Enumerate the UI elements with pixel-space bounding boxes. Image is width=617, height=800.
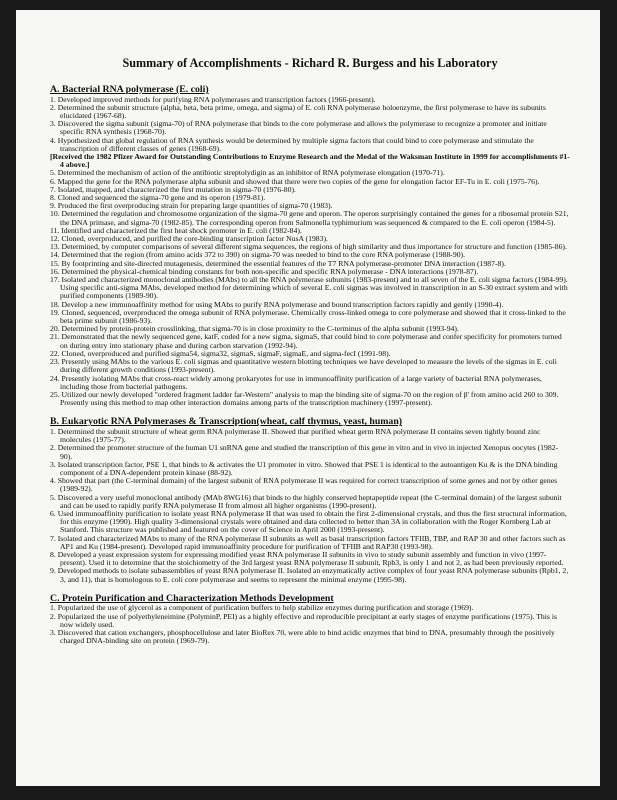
accomplishment-item: 1. Popularized the use of glycerol as a component of purification buffers to help stabilize enzymes during purification and storage (1969). [50, 603, 474, 613]
accomplishment-item: 1. Developed improved methods for purifying RNA polymerases and transcription factors (1966-present). [50, 94, 376, 104]
accomplishment-item: 13. Determined, by computer comparisons of several different sigma sequences, the regions of high similarity and thus importance for structure and function (1985-86). [50, 242, 567, 252]
accomplishment-item: 23. Presently using MAbs to the various E. coli sigmas and quantitative western blotting techniques we have developed to measure the levels of the sigmas in E. coli during different growth conditions (1993-present). [50, 357, 557, 375]
section-heading: C. Protein Purification and Characterization Methods Development [50, 592, 334, 604]
accomplishment-item: 5. Determined the mechanism of action of the antibiotic streptolydigin as an inhibitor of RNA polymerase elongation (1970-71). [50, 168, 445, 178]
accomplishment-item: 7. Isolated and characterized MAbs to many of the RNA polymerase II subunits as well as basal transcription factors TFIIB, TBP, and RAP 30 and other factors such as AP1 and Ku (1984-present). Developed rapid immunoaffinity procedure for purification of TFIIB and RAP30 (1993-98). [50, 533, 566, 551]
accomplishment-item: 6. Used immunoaffinity purification to isolate yeast RNA polymerase II that was used to obtain the first 2-dimensional crystals, and thus the first structural information, for this enzyme (1990). High quality 3-dimensional crystals were obtained and data collected to better than 3A in collaboration with the Roger Kornberg Lab at Stanford. This structure was published and featured on the cover of Science in April 2000 (1993-present). [50, 508, 567, 535]
accomplishment-item: 7. Isolated, mapped, and characterized the first mutation in sigma-70 (1976-80). [50, 184, 296, 194]
accomplishment-item: 22. Cloned, overproduced and purified sigma54, sigma32, sigmaS, sigmaF, sigmaE, and sigma-fecI (1991-98). [50, 348, 391, 358]
page-title: Summary of Accomplishments - Richard R. Burgess and his Laboratory [122, 56, 498, 70]
accomplishment-item: 10. Determined the regulation and chromosome organization of the sigma-70 gene and operon. The operon surprisingly contained the genes for a ribosomal protein S21, the DNA primase, and sigma-70 (1982-85). The corresponding operon from Salmonella typhimurium was sequenced & compared to the E. coli operon (1984-5). [50, 209, 569, 227]
accomplishment-item: 2. Determined the promoter structure of the human U1 snRNA gene and studied the transcription of this gene in vitro and in vivo in injected Xenopus oocytes (1982-90). [50, 443, 559, 461]
section-heading: B. Eukaryotic RNA Polymerases & Transcription(wheat, calf thymus, yeast, human) [50, 416, 403, 428]
accomplishment-item: 16. Determined the physical-chemical binding constants for both non-specific and specific RNA polymerase - DNA interactions (1978-87). [50, 266, 479, 276]
document-page [16, 10, 600, 786]
accomplishment-item: 21. Demonstrated that the newly sequenced gene, katF, coded for a new sigma, sigmaS, that could bind to core polymerase and confer specificity for promoters turned on during entry into stationary phase and during carbon starvation (1992-94). [50, 332, 562, 350]
accomplishment-item: 5. Discovered a very useful monoclonal antibody (MAb 8WG16) that binds to the highly conserved heptapeptide repeat (the C-terminal domain) of the largest subunit and can be used to rapidly purify RNA polymerase II from almost all higher organisms (1990-present). [50, 492, 562, 510]
accomplishment-item: 4. Hypothesized that global regulation of RNA synthesis would be determined by multiple sigma factors that could bind to core polymerase and stimulate the transcription of different classes of genes (1968-69). [50, 135, 534, 153]
accomplishment-item: 4. Showed that part (the C-terminal domain) of the largest subunit of RNA polymerase II was required for correct transcription of some genes and not by other genes (1989-92). [50, 476, 558, 494]
accomplishment-item: 8. Developed a yeast expression system for expressing modified yeast RNA polymerase II subunits in vivo to study subunit assembly and function in vivo (1997-present). Used it to determine that the stoichiometry of the 3rd largest yeast RNA polymerase II subunit, Rpb3, is only 1 and not 2, as had been previously reported. [50, 549, 564, 568]
accomplishment-item: 9. Developed methods to isolate subassemblies of yeast RNA polymerase II. Isolated an enzymatically active complex of four yeast RNA polymerase subunits (Rpb1, 2, 3, and 11), that is homologous to E. coli core polymerase and seems to represent the minimal enzyme (1995-98). [50, 566, 569, 584]
accomplishment-item: 1. Determined the subunit structure of wheat germ RNA polymerase II. Showed that purified wheat germ RNA polymerase II contains seven tightly bound zinc molecules (1975-77). [50, 426, 541, 445]
accomplishment-item: 18. Develop a new immunoaffinity method for using MAbs to purify RNA polymerase and bound transcription factors rapidly and gently (1990-4). [50, 299, 504, 309]
section-eukaryotic [50, 417, 570, 583]
accomplishment-item: 3. Isolated transcription factor, PSE 1, that binds to & activates the U1 promoter in vitro. Showed that PSE 1 is identical to the autoantigen Ku & is the DNA binding component of a DNA-dependent protein kinase (88-92). [50, 459, 558, 477]
section-heading: A. Bacterial RNA polymerase (E. coli) [50, 84, 209, 95]
item-list [50, 428, 570, 584]
accomplishment-item: 12. Cloned, overproduced, and purified the core-binding transcription factor NusA (1983). [50, 234, 328, 244]
accomplishment-item: 17. Isolated and characterized monoclonal antibodies (MAbs) to all the RNA polymerase subunits (1983-present) and to all seven of the E. coli sigma factors (1984-99). Using specific anti-sigma MAbs, developed method for determining which of several E. coli sigmas was involved in transcription in an S-30 extract system and with purified components (1989-90). [50, 275, 568, 301]
item-list [50, 96, 570, 408]
award-note: [Received the 1982 Pfizer Award for Outstanding Contributions to Enzyme Research and the Medal of the Waksman Institute in 1999 for accomplishments #1-4 above.] [50, 152, 570, 170]
accomplishment-item: 25. Utilized our newly developed "ordered fragment ladder far-Western" analysis to map the binding site of sigma-70 on the region of β' from amino acid 260 to 309. Presently using this method to map other interaction domains among parts of the transcription machinery (1997-present). [50, 389, 559, 408]
accomplishment-item: 9. Produced the first overproducing strain for preparing large quantities of sigma-70 (1983). [50, 201, 333, 211]
item-list [50, 604, 570, 645]
section-bacterial [50, 85, 570, 407]
accomplishment-item: 3. Discovered the sigma subunit (sigma-70) of RNA polymerase that binds to the core polymerase and allows the polymerase to recognize a promoter and initiate specific RNA synthesis (1968-70). [50, 119, 547, 137]
accomplishment-item: 15. By footprinting and site-directed mutagenesis, determined the essential features of the T7 RNA polymerase-promoter DNA interaction (1987-8). [50, 258, 506, 268]
accomplishment-item: 8. Cloned and sequenced the sigma-70 gene and its operon (1979-81). [50, 193, 266, 203]
accomplishment-item: 11. Identified and characterized the first heat shock promoter in E. coli (1982-84). [50, 225, 302, 235]
accomplishment-item: 14. Determined that the region (from amino acids 372 to 390) on sigma-70 was needed to bind to the core RNA polymerase (1988-90). [50, 250, 466, 260]
accomplishment-item: 6. Mapped the gene for the RNA polymerase alpha subunit and showed that there were two copies of the gene for elongation factor EF-Tu in E. coli (1975-76). [50, 176, 540, 186]
accomplishment-item: 2. Determined the subunit structure (alpha, beta, beta prime, omega, and sigma) of E. coli RNA polymerase holoenzyme, the first polymerase to have its subunits elucidated (1967-68). [50, 102, 546, 120]
accomplishment-item: 3. Discovered that cation exchangers, phosphocellulose and later BioRex 70, were able to bind acidic enzymes that bind to DNA, presumably through the positively charged DNA-binding site on protein (1969-79). [50, 627, 555, 646]
accomplishment-item: 2. Popularized the use of polyethyleneimine (PolyminP, PEI) as a highly effective and reproducible precipitant at early stages of enzyme purifications (1975). This is now widely used. [50, 611, 557, 629]
accomplishment-item: 19. Cloned, sequenced, overproduced the omega subunit of RNA polymerase. Chemically cross-linked omega to core polymerase and showed that it cross-linked to the beta prime subunit (1986-93). [50, 307, 566, 326]
accomplishment-item: 20. Determined by protein-protein crosslinking, that sigma-70 is in close proximity to the C-terminus of the alpha subunit (1993-94). [50, 324, 459, 334]
accomplishment-item: 24. Presently isolating MAbs that cross-react widely among prokaryotes for use in immunoaffinity purification of a large variety of bacterial RNA polymerases, including those from bacterial pathogens. [50, 373, 542, 391]
section-methods [50, 594, 570, 646]
